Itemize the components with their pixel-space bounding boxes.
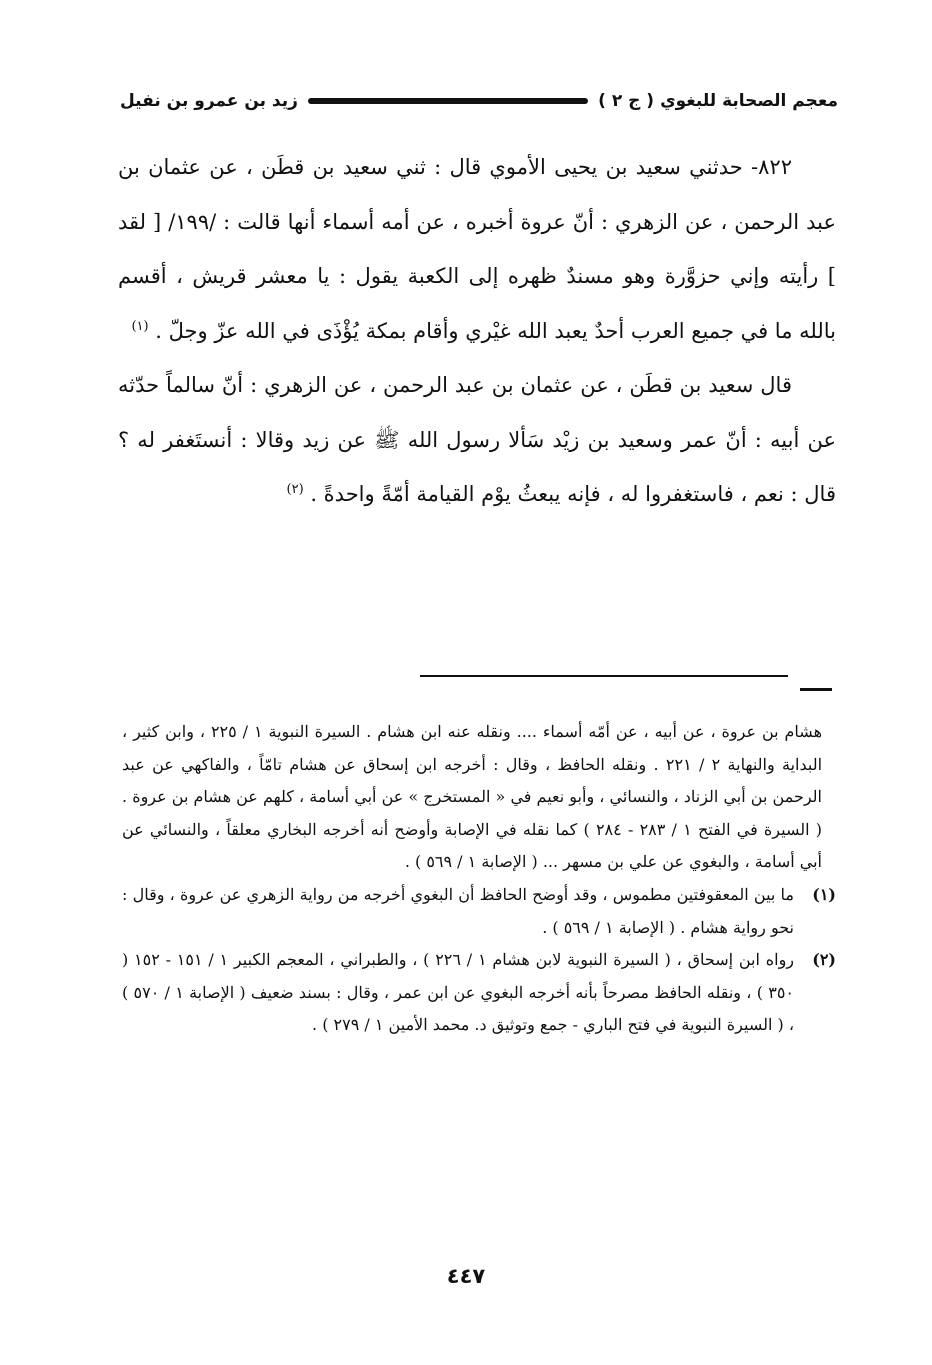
footnote-1 (122, 879, 836, 944)
footnote-2-text: رواه ابن إسحاق ، ( السيرة النبوية لابن هشام ١ / ٢٢٦ ) ، والطبراني ، المعجم الكبير ١ / ١٥١ - ١٥٢ ( ٣٥٠ ) ، ونقله الحافظ مصرحاً بأنه أخرجه البغوي عن ابن عمر ، وقال : بسند ضعيف ( الإصابة ١ / ٥٧٠ ) ، ( السيرة النبوية في فتح الباري - جمع وتوثيق د. محمد الأمين ١ / ٢٧٩ ) . (122, 950, 795, 1035)
footnotes (122, 716, 836, 1042)
second-paragraph (118, 358, 836, 522)
footnote-separator (420, 675, 788, 677)
header-subject: زيد بن عمرو بن نفيل (120, 91, 298, 111)
header-part: ( ج ٢ ) (598, 91, 655, 111)
footnote-continuation: هشام بن عروة ، عن أبيه ، عن أمّه أسماء .... ونقله عنه ابن هشام . السيرة النبوية ١ / ٢٢٥ ، وابن كثير ، البداية والنهاية ٢ / ٢٢١ . ونقله الحافظ ، وقال : أخرجه ابن إسحاق عن هشام تامّاً ، والفاكهي عن عبد الرحمن بن أبي الزناد ، والنسائي ، وأبو نعيم في « المستخرج » عن أبي أسامة ، كلهم عن هشام بن عروة . ( السيرة في الفتح ١ / ٢٨٣ - ٢٨٤ ) كما نقله في الإصابة وأوضح أنه أخرجه البخاري معلقاً ، والنسائي عن أبي أسامة ، والبغوي عن علي بن مسهر ... ( الإصابة ١ / ٥٦٩ ) . (122, 722, 823, 872)
main-text (118, 140, 836, 522)
footnote-2 (122, 944, 836, 1042)
hadith-822-text: ٨٢٢- حدثني سعيد بن يحيى الأموي قال : ثني سعيد بن قطَن ، عن عثمان بن عبد الرحمن ، عن الزهري : أنّ عروة أخبره ، عن أمه أسماء أنها قالت : /١٩٩/ [ لقد ] رأيته وإني حزوَّرة وهو مسندٌ ظهره إلى الكعبة يقول : يا معشر قريش ، أقسم بالله ما في جميع العرب أحدٌ يعبد الله غيْري وأقام بمكة يُؤْذَى في الله عزّ وجلّ . (118, 155, 836, 343)
footnote-ref-1: (١) (131, 318, 149, 334)
running-header (120, 86, 838, 116)
footnote-2-number: (٢) (812, 950, 836, 970)
footnote-continuation-mark (800, 688, 832, 691)
header-rule (308, 98, 588, 104)
footnote-1-text: ما بين المعقوفتين مطموس ، وقد أوضح الحافظ أن البغوي أخرجه من رواية الزهري عن عروة ، وقال : نحو رواية هشام . ( الإصابة ١ / ٥٦٩ ) . (122, 884, 794, 937)
hadith-822 (118, 140, 836, 358)
footnote-ref-2: (٢) (286, 482, 304, 497)
second-paragraph-text: قال سعيد بن قطَن ، عن عثمان بن عبد الرحمن ، عن الزهري : أنّ سالماً حدّثه عن أبيه : أنّ عمر وسعيد بن زيْد سَألا رسول الله ﷺ عن زيد وقالا : أنستَغفر له ؟ قال : نعم ، فاستغفروا له ، فإنه يبعثُ يوْم القيامة أمّةً واحدةً . (118, 373, 836, 506)
page-number: ٤٤٧ (446, 1264, 486, 1288)
header-book-title: معجم الصحابة للبغوي (660, 91, 838, 111)
footnote-1-number: (١) (812, 884, 836, 904)
